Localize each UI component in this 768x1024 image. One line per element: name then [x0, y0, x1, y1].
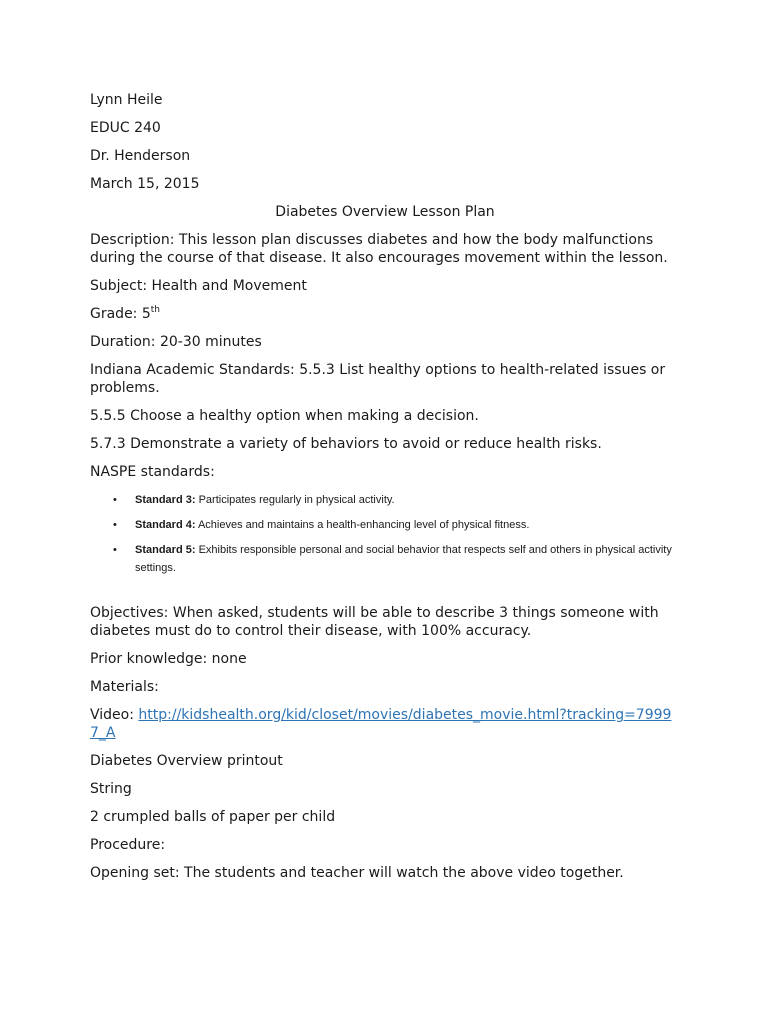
course-code: EDUC 240	[90, 120, 161, 136]
subject-line: Subject: Health and Movement	[90, 278, 307, 294]
grade-line	[90, 305, 680, 323]
standard-text: Exhibits responsible personal and social behavior that respects self and others in physical activity settings.	[135, 544, 672, 574]
author-name: Lynn Heile	[90, 92, 163, 108]
document-title: Diabetes Overview Lesson Plan	[275, 204, 495, 220]
bullet-icon: •	[113, 494, 117, 506]
instructor-name: Dr. Henderson	[90, 148, 191, 164]
list-item	[113, 541, 680, 577]
standard-555-line: 5.5.5 Choose a healthy option when making a decision.	[90, 408, 479, 424]
document-page	[90, 91, 680, 892]
material-item: 2 crumpled balls of paper per child	[90, 809, 336, 825]
grade-label: Grade: 5	[90, 306, 151, 322]
video-label: Video:	[90, 707, 139, 723]
indiana-standards-line: Indiana Academic Standards: 5.5.3 List healthy options to health-related issues or problems.	[90, 362, 666, 396]
material-item: String	[90, 781, 132, 797]
duration-line: Duration: 20-30 minutes	[90, 334, 262, 350]
standard-label: Standard 3:	[135, 494, 196, 506]
document-date: March 15, 2015	[90, 176, 200, 192]
description-paragraph: Description: This lesson plan discusses diabetes and how the body malfunctions during the course of that disease. It also encourages movement within the lesson.	[90, 232, 668, 266]
list-item	[113, 491, 680, 509]
standard-573-line: 5.7.3 Demonstrate a variety of behaviors to avoid or reduce health risks.	[90, 436, 602, 452]
procedure-heading: Procedure:	[90, 837, 166, 853]
bullet-icon: •	[113, 519, 117, 531]
standard-label: Standard 4:	[135, 519, 196, 531]
video-line	[90, 706, 680, 742]
standard-label: Standard 5:	[135, 544, 196, 556]
material-item: Diabetes Overview printout	[90, 753, 283, 769]
grade-suffix: th	[150, 305, 160, 315]
objectives-paragraph: Objectives: When asked, students will be able to describe 3 things someone with diabetes must do to control their disease, with 100% accuracy.	[90, 605, 659, 639]
opening-set-line: Opening set: The students and teacher will watch the above video together.	[90, 865, 624, 881]
standard-text: Achieves and maintains a health-enhancing level of physical fitness.	[195, 519, 530, 531]
naspe-standards-list	[90, 491, 680, 577]
video-link[interactable]: http://kidshealth.org/kid/closet/movies/diabetes_movie.html?tracking=79997_A	[90, 707, 672, 741]
spacer	[90, 584, 680, 604]
bullet-icon: •	[113, 544, 117, 556]
naspe-heading: NASPE standards:	[90, 464, 215, 480]
standard-text: Participates regularly in physical activity.	[195, 494, 395, 506]
list-item	[113, 516, 680, 534]
prior-knowledge-line: Prior knowledge: none	[90, 651, 247, 667]
materials-heading: Materials:	[90, 679, 159, 695]
